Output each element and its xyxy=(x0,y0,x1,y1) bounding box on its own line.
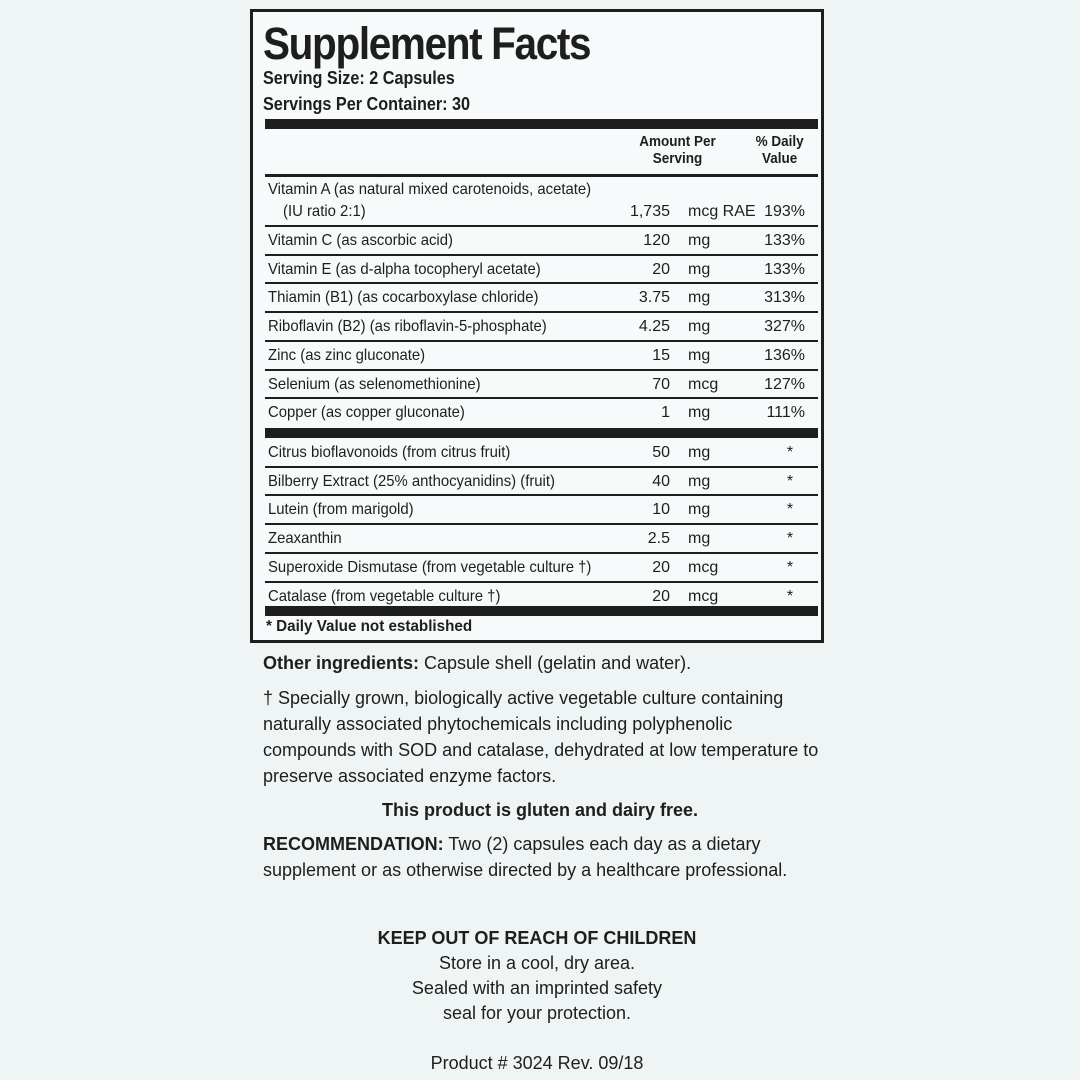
dagger-note: † Specially grown, biologically active vegetable culture containing naturally associated phytochemicals including polyphenolic compounds with SOD and catalase, dehydrated at low temperature to preserve associated enzyme factors. xyxy=(263,688,819,786)
thick-divider xyxy=(265,606,818,616)
nutrient-dv: * xyxy=(786,530,794,548)
storage-line: Sealed with an imprinted safety xyxy=(411,978,663,998)
nutrient-dv: * xyxy=(786,558,794,576)
servings-per-container: Servings Per Container: 30 xyxy=(263,94,471,114)
nutrient-amount: 50 xyxy=(652,444,670,461)
table-row xyxy=(265,227,818,256)
nutrient-name: Thiamin (B1) (as cocarboxylase chloride) xyxy=(268,289,539,307)
nutrient-amount: 1,735 xyxy=(629,203,670,220)
nutrient-name: Vitamin C (as ascorbic acid) xyxy=(268,232,453,249)
table-row xyxy=(265,496,818,525)
nutrient-amount: 120 xyxy=(643,232,670,249)
nutrient-name: Superoxide Dismutase (from vegetable culture †) xyxy=(268,558,592,576)
nutrient-name: Zeaxanthin xyxy=(268,530,342,548)
amount-per-serving-header: Amount Per Serving xyxy=(639,133,716,167)
nutrient-unit: mg xyxy=(688,232,711,249)
nutrient-amount: 3.75 xyxy=(638,289,670,307)
table-row xyxy=(265,525,818,554)
table-row xyxy=(265,371,818,400)
nutrient-amount: 2.5 xyxy=(647,530,670,548)
nutrient-name: Vitamin A (as natural mixed carotenoids, acetate) xyxy=(268,181,592,198)
nutrient-name: Zinc (as zinc gluconate) xyxy=(268,346,426,364)
nutrient-amount: 20 xyxy=(652,587,670,605)
daily-value-header: % Daily Value xyxy=(755,133,804,167)
table-row xyxy=(265,468,818,497)
thick-divider xyxy=(265,119,818,129)
nutrient-dv: 133% xyxy=(764,260,805,278)
dv-footnote: * Daily Value not established xyxy=(266,618,473,635)
nutrient-unit: mg xyxy=(688,472,711,490)
nutrient-unit: mg xyxy=(688,530,711,548)
gluten-free-statement: This product is gluten and dairy free. xyxy=(381,800,699,820)
nutrient-name: Bilberry Extract (25% anthocyanidins) (fruit) xyxy=(268,472,555,490)
nutrient-amount: 10 xyxy=(652,501,670,519)
nutrient-amount: 4.25 xyxy=(638,318,670,336)
nutrient-name: Citrus bioflavonoids (from citrus fruit) xyxy=(268,444,511,461)
table-row xyxy=(265,399,818,428)
table-row xyxy=(265,439,818,468)
nutrient-unit: mg xyxy=(688,404,711,422)
nutrient-amount: 40 xyxy=(652,472,670,490)
warning: KEEP OUT OF REACH OF CHILDREN xyxy=(377,928,697,948)
nutrient-name: Riboflavin (B2) (as riboflavin-5-phosphate) xyxy=(268,318,547,336)
supplement-facts-panel xyxy=(250,9,824,643)
nutrient-unit: mcg RAE xyxy=(688,203,756,220)
table-row xyxy=(265,256,818,285)
nutrient-unit: mg xyxy=(688,260,711,278)
serving-size: Serving Size: 2 Capsules xyxy=(263,68,455,88)
table-row xyxy=(265,284,818,313)
nutrient-unit: mg xyxy=(688,289,711,307)
nutrient-dv: * xyxy=(786,501,794,519)
nutrient-dv: 193% xyxy=(764,203,805,220)
nutrient-dv: 313% xyxy=(764,289,805,307)
storage-line: Store in a cool, dry area. xyxy=(438,953,636,973)
nutrient-unit: mg xyxy=(688,501,711,519)
nutrient-unit: mg xyxy=(688,346,711,364)
nutrient-dv: * xyxy=(786,444,794,461)
nutrient-unit: mcg xyxy=(688,558,719,576)
nutrient-amount: 20 xyxy=(652,260,670,278)
nutrient-name-note: (IU ratio 2:1) xyxy=(283,203,366,220)
nutrient-dv: * xyxy=(786,472,794,490)
nutrient-name: Selenium (as selenomethionine) xyxy=(268,375,481,393)
nutrient-amount: 20 xyxy=(652,558,670,576)
other-ingredients: Other ingredients: Capsule shell (gelatin and water). xyxy=(263,653,692,673)
nutrient-amount: 70 xyxy=(652,375,670,393)
nutrient-amount: 1 xyxy=(661,404,670,422)
nutrient-unit: mcg xyxy=(688,587,719,605)
nutrient-amount: 15 xyxy=(652,346,670,364)
panel-title: Supplement Facts xyxy=(263,18,591,69)
nutrient-unit: mg xyxy=(688,318,711,336)
product-number: Product # 3024 Rev. 09/18 xyxy=(430,1053,644,1073)
nutrient-dv: 133% xyxy=(764,232,805,249)
nutrient-dv: 327% xyxy=(764,318,805,336)
table-row xyxy=(265,179,818,227)
table-row xyxy=(265,342,818,371)
table-row xyxy=(265,554,818,583)
nutrient-name: Copper (as copper gluconate) xyxy=(268,404,465,422)
header-divider xyxy=(265,174,818,177)
nutrient-dv: 127% xyxy=(764,375,805,393)
thick-divider xyxy=(265,428,818,438)
recommendation: RECOMMENDATION: Two (2) capsules each day as a dietary supplement or as otherwise directed by a healthcare professional. xyxy=(263,834,788,880)
nutrient-name: Lutein (from marigold) xyxy=(268,501,414,519)
nutrient-name: Vitamin E (as d-alpha tocopheryl acetate) xyxy=(268,260,541,278)
table-row xyxy=(265,313,818,342)
nutrient-name: Catalase (from vegetable culture †) xyxy=(268,587,501,605)
nutrient-dv: * xyxy=(786,587,794,605)
nutrient-unit: mg xyxy=(688,444,711,461)
nutrient-unit: mcg xyxy=(688,375,719,393)
nutrient-dv: 136% xyxy=(764,346,805,364)
storage-line: seal for your protection. xyxy=(442,1003,632,1023)
nutrient-dv: 111% xyxy=(766,404,805,422)
